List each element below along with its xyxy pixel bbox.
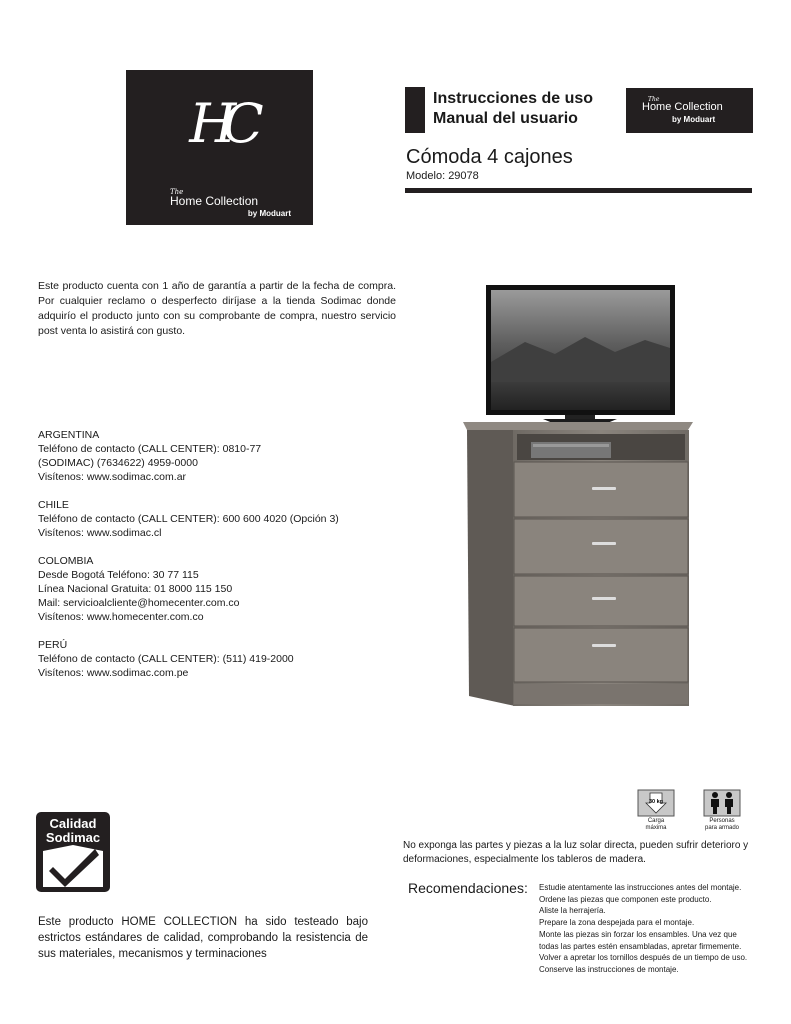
contact-peru xyxy=(38,638,388,680)
list-item: Prepare la zona despejada para el montaje. xyxy=(539,918,695,928)
people-caption xyxy=(700,818,744,832)
doc-title-line2: Manual del usuario xyxy=(433,110,578,127)
load-caption xyxy=(636,818,676,832)
tv-neck xyxy=(565,415,595,419)
brand-logo-large xyxy=(126,70,313,225)
list-item: Volver a apretar los tornillos después de un tiempo de uso. xyxy=(539,953,748,963)
brand-logo-small xyxy=(626,88,753,133)
people-caption-line1: Personas xyxy=(709,818,735,824)
logo-byline-small: by Moduart xyxy=(672,115,716,124)
drawer-handle xyxy=(592,487,616,490)
contact-argentina xyxy=(38,428,388,484)
contact-line: Desde Bogotá Teléfono: 30 77 115 xyxy=(38,569,199,581)
contact-line: Teléfono de contacto (CALL CENTER): 600 600 4020 (Opción 3) xyxy=(38,513,339,525)
contact-line: Visítenos: www.homecenter.com.co xyxy=(38,611,204,623)
drawer-handle xyxy=(592,542,616,545)
product-model: Modelo: 29078 xyxy=(406,170,479,182)
contact-line: Teléfono de contacto (CALL CENTER): (511) 419-2000 xyxy=(38,653,294,665)
contact-line: Línea Nacional Gratuita: 01 8000 115 150 xyxy=(38,583,233,595)
list-item: Estudie atentamente las instrucciones antes del montaje. xyxy=(539,883,742,892)
drawer-handle xyxy=(592,597,616,600)
logo-brand: Home Collection xyxy=(170,194,259,208)
dresser-with-tv-image xyxy=(455,282,705,714)
list-item: Monte las piezas sin forzar los ensambles. Una vez que xyxy=(539,929,737,939)
contact-line: Visítenos: www.sodimac.com.ar xyxy=(38,471,187,483)
list-item: Ordene las piezas que componen este producto. xyxy=(539,894,712,904)
people-icon xyxy=(700,789,744,835)
country-name: CHILE xyxy=(38,499,69,511)
country-name: COLOMBIA xyxy=(38,555,94,567)
contact-colombia xyxy=(38,554,388,624)
drawer-4 xyxy=(514,628,688,682)
drawer-3 xyxy=(514,576,688,626)
logo-monogram: HC xyxy=(189,92,250,155)
quality-seal-icon xyxy=(35,811,111,893)
logo-prefix-small: The xyxy=(648,96,660,103)
quality-statement: Este producto HOME COLLECTION ha sido testeado bajo estrictos estándares de calidad, comprobando la resistencia de sus materiales, mecanismos y terminaciones xyxy=(38,916,368,960)
country-name: PERÚ xyxy=(38,639,68,651)
contact-chile xyxy=(38,498,388,540)
contact-line: Mail: servicioalcliente@homecenter.com.co xyxy=(38,597,240,609)
people-caption-line2: para armado xyxy=(704,825,740,831)
country-name: ARGENTINA xyxy=(38,429,100,441)
list-item: Aliste la herrajería. xyxy=(539,906,606,916)
doc-title-line1: Instrucciones de uso xyxy=(433,90,594,107)
weight-icon xyxy=(636,789,676,817)
drawer-handle xyxy=(592,644,616,647)
max-load-icon xyxy=(636,789,676,835)
dresser-side xyxy=(467,430,515,706)
contact-line: Visítenos: www.sodimac.cl xyxy=(38,527,162,539)
list-item: Conserve las instrucciones de montaje. xyxy=(539,964,679,974)
dresser-plinth xyxy=(514,684,688,704)
logo-prefix: The xyxy=(170,188,184,196)
logo-byline: by Moduart xyxy=(247,209,291,218)
recommendations-title: Recomendaciones: xyxy=(408,880,528,896)
recommendations-list xyxy=(539,882,769,976)
load-caption-line2: máxima xyxy=(645,825,667,831)
sun-warning: No exponga las partes y piezas a la luz solar directa, pueden sufrir deterioro y deformaciones, especialmente los tableros de madera. xyxy=(403,840,749,865)
contact-line: (SODIMAC) (7634622) 4959-0000 xyxy=(38,457,198,469)
dvd-player-top xyxy=(533,444,609,447)
list-item: todas las partes estén ensambladas, apretar firmemente. xyxy=(539,941,742,951)
warranty-text: Este producto cuenta con 1 año de garantía a partir de la fecha de compra. Por cualquier reclamo o desperfecto diríjase a la tienda Sodimac donde adquirío el producto junto con su comprobante de compra, nuestro servicio post venta lo asistirá con gusto. xyxy=(38,280,396,337)
header-accent-bar xyxy=(405,87,425,133)
seal-line2: Sodimac xyxy=(45,830,101,845)
two-persons-icon xyxy=(700,789,744,817)
load-value: 30 kg xyxy=(648,799,664,805)
dresser-top xyxy=(463,422,693,430)
header-rule xyxy=(405,188,752,193)
seal-line1: Calidad xyxy=(49,816,97,831)
load-caption-line1: Carga xyxy=(647,818,665,824)
product-name: Cómoda 4 cajones xyxy=(406,146,573,168)
logo-brand-small: Home Collection xyxy=(642,101,723,113)
contact-line: Visítenos: www.sodimac.com.pe xyxy=(38,667,189,679)
contact-line: Teléfono de contacto (CALL CENTER): 0810-77 xyxy=(38,443,262,455)
drawer-2 xyxy=(514,519,688,574)
contact-list xyxy=(38,428,388,694)
